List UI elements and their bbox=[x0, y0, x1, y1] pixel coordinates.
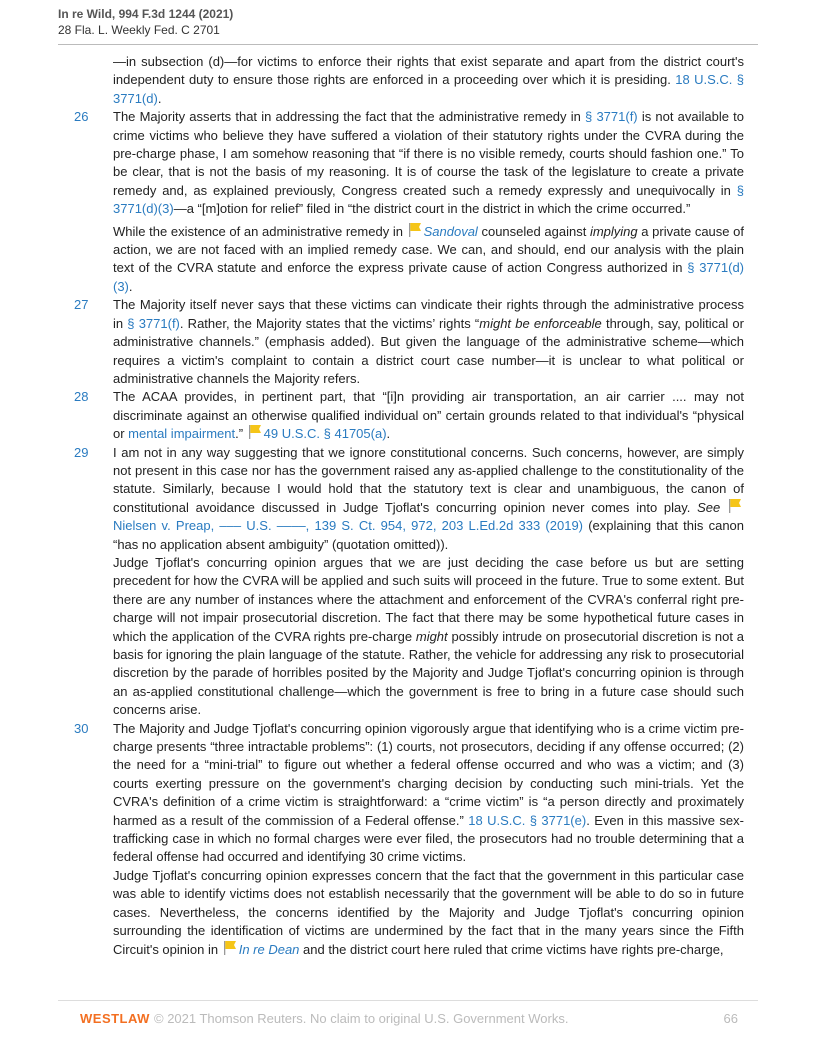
footnote-25-continuation: —in subsection (d)—for victims to enforce their rights that exist separate and apart from the district court's independent duty to ensure those rights are enforced in a proceeding over which it is presiding. 18 U.S.C. § 3771(d). bbox=[113, 54, 745, 106]
footnote-29 bbox=[74, 444, 744, 720]
case-citation: 28 Fla. L. Weekly Fed. C 2701 bbox=[58, 23, 220, 37]
footnote-number[interactable]: 30 bbox=[74, 720, 89, 736]
footnote-text: Judge Tjoflat's concurring opinion argues that we are just deciding the case before us but are setting precedent for how the CVRA will be applied and such suits will proceed in the future. True to some extent. But there are any number of instances where the attachment and enforcement of the CVRA's conferral right pre-charge will not impair prosecutorial discretion. The fact that there may be some hypothetical future cases in which the application of the CVRA rights pre-charge might possibly intrude on prosecutorial discretion is not a basis for ignoring the plain language of the statute. Rather, the vehicle for addressing any risk to prosecutorial discretion by the parade of horribles posited by the Majority and Judge Tjoflat's concurring opinion is through an as-applied constitutional challenge—which the government is free to bring in a future case should such concerns arise. bbox=[113, 554, 744, 718]
case-link[interactable]: Nielsen v. Preap, ––– U.S. ––––, 139 S. Ct. 954, 972, 203 L.Ed.2d 333 (2019) bbox=[113, 518, 584, 534]
statute-link[interactable]: § 3771(f) bbox=[585, 109, 638, 125]
yellow-flag-icon[interactable] bbox=[249, 425, 261, 439]
case-title: In re Wild, 994 F.3d 1244 (2021) bbox=[58, 7, 234, 21]
statute-link[interactable]: § 3771(f) bbox=[127, 315, 180, 331]
footnote-number[interactable]: 29 bbox=[74, 444, 89, 460]
yellow-flag-icon[interactable] bbox=[409, 223, 421, 237]
page-footer bbox=[58, 1011, 758, 1031]
footnote-text: The Majority itself never says that these victims can vindicate their rights through the administrative process in § 3771(f). Rather, the Majority states that the victims’ rights “might be enforceable through, say, political or administrative channels.” (emphasis added). But given the language of the administrative scheme—which requires a victim's complaint to contain a district court case number—it is unclear to what political or administrative channels the Majority refers. bbox=[113, 297, 744, 386]
statute-link[interactable]: § 3771(d)(3) bbox=[113, 182, 744, 217]
yellow-flag-icon[interactable] bbox=[224, 941, 236, 955]
footnotes-body bbox=[74, 53, 744, 959]
page-number: 66 bbox=[723, 1011, 738, 1026]
footnote-28 bbox=[74, 388, 744, 443]
footnote-text: The Majority and Judge Tjoflat's concurring opinion vigorously argue that identifying who is a crime victim pre-charge presents “three intractable problems”: (1) courts, not prosecutors, deciding if any offense occurred; (2) the need for a “mini-trial” to figure out whether a federal offense occurred and who was a victim; and (3) courts exerting pressure on the government's charging decision by conducting such mini-trials. Yet the CVRA's definition of a crime victim is straightforward: a “crime victim” is “a person directly and proximately harmed as a result of the commission of a Federal offense.” 18 U.S.C. § 3771(e). Even in this massive sex-trafficking case in which no formal charges were ever filed, the prosecutors had no trouble determining that a federal offense had occurred and identifying 30 crime victims. bbox=[113, 720, 744, 865]
statute-link[interactable]: mental impairment bbox=[128, 426, 236, 442]
header-divider bbox=[58, 44, 758, 45]
footnote-text: The ACAA provides, in pertinent part, that “[i]n providing air transportation, an air carrier .... may not discriminate against an otherwise qualified individual on” certain grounds related to that individual's “physical or mental impairment.” 49 U.S.C. § 41705(a). bbox=[113, 389, 744, 442]
footnote-text: While the existence of an administrative remedy in Sandoval counseled against implying a private cause of action, we are not faced with an implied remedy case. We can, and should, end our analysis with the plain text of the CVRA statute and enforce the express private cause of action Congress authorized in § 3771(d)(3). bbox=[113, 223, 744, 294]
statute-link[interactable]: 18 U.S.C. § 3771(d) bbox=[113, 72, 745, 106]
statute-link[interactable]: § 3771(d)(3) bbox=[113, 260, 744, 294]
footnote-text: Judge Tjoflat's concurring opinion expresses concern that the fact that the government in this particular case was able to identify victims does not establish necessarily that the government will be able to do so in future cases. Nevertheless, the concerns identified by the Majority and Judge Tjoflat's concurring opinion surrounding the identification of victims are undermined by the fact that in the many years since the Fifth Circuit's opinion in In re Dean and the district court here ruled that crime victims have rights pre-charge, bbox=[113, 867, 744, 957]
case-link[interactable]: Sandoval bbox=[423, 223, 478, 239]
footer-divider bbox=[58, 1000, 758, 1001]
case-link[interactable]: In re Dean bbox=[238, 941, 300, 957]
footnote-27 bbox=[74, 296, 744, 388]
westlaw-logo: WESTLAW bbox=[80, 1011, 150, 1026]
footnote-number[interactable]: 27 bbox=[74, 297, 89, 313]
footnote-text: The Majority asserts that in addressing the fact that the administrative remedy in § 3771(f) is not available to crime victims who believe they have suffered a violation of their statutory rights under the CVRA during the pre-charge phase, I am somehow reasoning that “if there is no visible remedy, courts should fashion one.” To be clear, that is not the basis of my reasoning. It is of course the task of the legislature to create a private remedy and, as explained previously, Congress created such a remedy expressly and unequivocally in § 3771(d)(3)—a “[m]otion for relief” filed in “the district court in the district in which the crime occurred.” bbox=[113, 109, 744, 217]
statute-link[interactable]: 18 U.S.C. § 3771(e) bbox=[468, 812, 587, 828]
footnote-number[interactable]: 28 bbox=[74, 389, 89, 405]
copyright-notice: © 2021 Thomson Reuters. No claim to original U.S. Government Works. bbox=[154, 1011, 569, 1026]
statute-link[interactable]: 49 U.S.C. § 41705(a) bbox=[263, 426, 387, 442]
yellow-flag-icon[interactable] bbox=[729, 499, 741, 513]
footnote-26 bbox=[74, 108, 744, 296]
footnote-30 bbox=[74, 720, 744, 959]
page-header bbox=[58, 6, 758, 38]
footnote-number[interactable]: 26 bbox=[74, 109, 89, 125]
footnote-text: I am not in any way suggesting that we ignore constitutional concerns. Such concerns, however, are simply not present in this case nor has the government raised any as-applied challenge to the constitutionality of the statute. Similarly, because I would hold that the statutory text is clear and unambiguous, the canon of constitutional avoidance discussed in Judge Tjoflat's concurring opinion never comes into play. See Nielsen v. Preap, ––– U.S. ––––, 139 S. Ct. 954, 972, 203 L.Ed.2d 333 (2019) (explaining that this canon “has no application absent ambiguity” (quotation omitted)). bbox=[113, 444, 745, 552]
